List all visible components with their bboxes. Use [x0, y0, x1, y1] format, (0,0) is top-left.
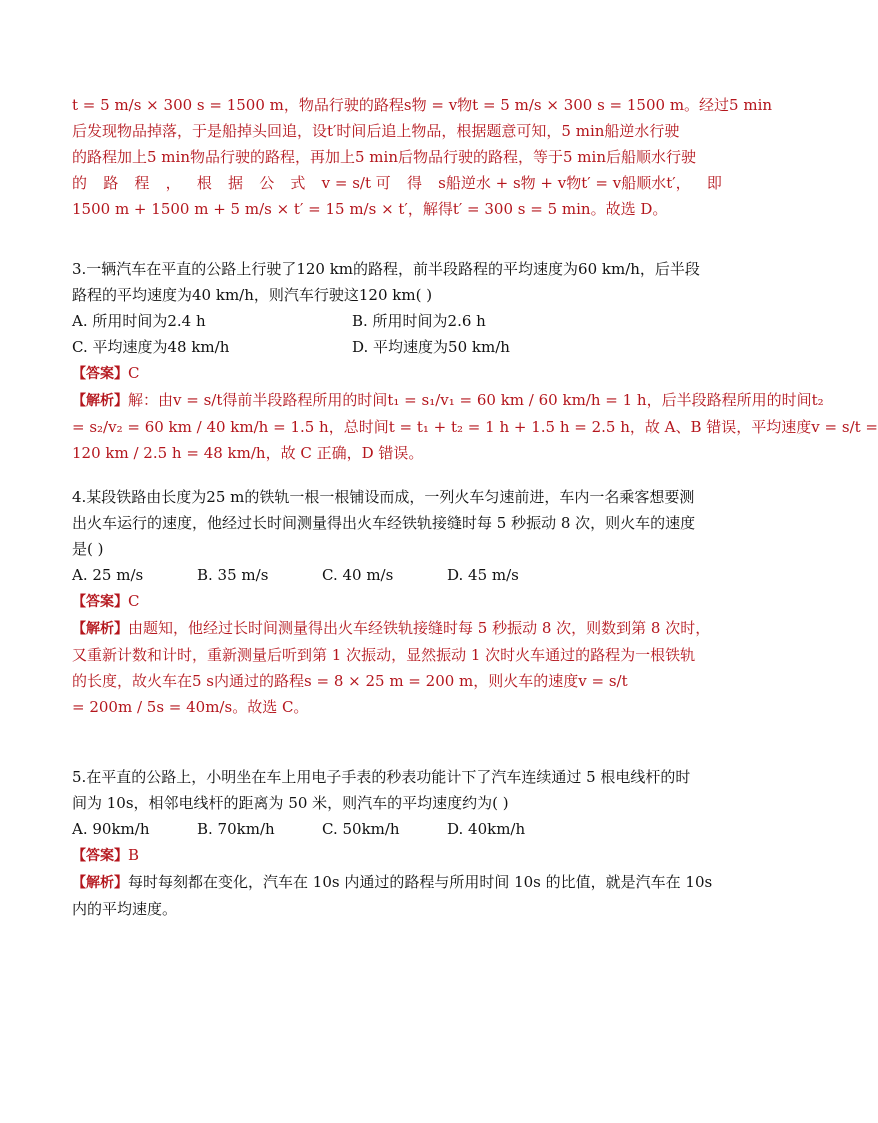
q5-options-row: [72, 816, 722, 842]
q4-answer-value: C: [128, 592, 140, 610]
q2-l4-w5: 据: [228, 174, 244, 192]
q5-option-b: B. 70km/h: [197, 820, 275, 838]
q3-option-a: A. 所用时间为2.4 h: [72, 312, 206, 330]
q2-l4-w10: s船逆水 + s物 + v物t′ = v船顺水t′，: [438, 174, 691, 192]
q4-analysis-line-1: [72, 615, 722, 642]
q3-answer: [72, 360, 722, 387]
q3-analysis-line-2: = s₂/v₂ = 60 km / 40 km/h = 1.5 h，总时间t = t₁ + t₂ = 1 h + 1.5 h = 2.5 h，故 A、B 错误，平均速度v = s/t =: [72, 418, 878, 436]
question-4: [72, 484, 722, 720]
q3-option-b: B. 所用时间为2.6 h: [352, 312, 486, 330]
q5-stem-line-1: 5.在平直的公路上，小明坐在车上用电子手表的秒表功能计下了汽车连续通过 5 根电线杆的时: [72, 768, 691, 786]
q4-analysis-text-1: 由题知，他经过长时间测量得出火车经铁轨接缝时每 5 秒振动 8 次，则数到第 8 次时，: [128, 619, 711, 637]
answer-tag: 【答案】: [72, 366, 128, 382]
q3-option-d: D. 平均速度为50 km/h: [352, 338, 510, 356]
q2-solution-line-5: 1500 m + 1500 m + 5 m/s × t′ = 15 m/s × t′，解得t′ = 300 s = 5 min。故选 D。: [72, 200, 668, 218]
q3-analysis-line-3: 120 km / 2.5 h = 48 km/h，故 C 正确，D 错误。: [72, 444, 424, 462]
q3-analysis-text-1: 解：由v = s/t得前半段路程所用的时间t₁ = s₁/v₁ = 60 km / 60 km/h = 1 h，后半段路程所用的时间t₂: [128, 391, 824, 409]
q4-analysis-line-3: 的长度，故火车在5 s内通过的路程s = 8 × 25 m = 200 m，则火车的速度v = s/t: [72, 672, 628, 690]
q5-answer: [72, 842, 722, 869]
q4-option-a: A. 25 m/s: [72, 566, 144, 584]
q4-option-c: C. 40 m/s: [322, 566, 394, 584]
q5-option-d: D. 40km/h: [447, 820, 526, 838]
q2-l4-w4: 根: [196, 174, 212, 192]
q5-answer-value: B: [128, 846, 140, 864]
q4-stem-line-1: 4.某段铁路由长度为25 m的铁轨一根一根铺设而成，一列火车匀速前进，车内一名乘客想要测: [72, 488, 695, 506]
question-3: [72, 256, 878, 466]
q5-option-a: A. 90km/h: [72, 820, 150, 838]
q2-l4-w1: 路: [103, 174, 119, 192]
analysis-tag: 【解析】: [72, 875, 128, 891]
q4-options-row: [72, 562, 722, 588]
q4-analysis-line-2: 又重新计数和计时，重新测量后听到第 1 次振动，显然振动 1 次时火车通过的路程为一根铁轨: [72, 646, 696, 664]
question-5: [72, 764, 722, 922]
q2-solution-line-4: [72, 170, 722, 196]
q2-solution: [72, 92, 773, 222]
q3-options-row-2: [72, 334, 722, 360]
q3-stem-line-1: 3.一辆汽车在平直的公路上行驶了120 km的路程，前半段路程的平均速度为60 km/h，后半段: [72, 260, 700, 278]
q2-l4-w0: 的: [72, 174, 88, 192]
q5-analysis-line-1: [72, 869, 722, 896]
q3-options-row-1: [72, 308, 722, 334]
q5-analysis-line-2: 内的平均速度。: [72, 900, 178, 918]
q5-option-c: C. 50km/h: [322, 820, 400, 838]
q3-answer-value: C: [128, 364, 140, 382]
q3-option-c: C. 平均速度为48 km/h: [72, 338, 230, 356]
q4-option-d: D. 45 m/s: [447, 566, 519, 584]
q4-stem-line-2: 出火车运行的速度，他经过长时间测量得出火车经铁轨接缝时每 5 秒振动 8 次，则火车的速度: [72, 514, 696, 532]
q5-analysis-text-1: 每时每刻都在变化，汽车在 10s 内通过的路程与所用时间 10s 的比值，就是汽车在 10s: [128, 873, 713, 891]
q2-l4-w11: 即: [706, 174, 722, 192]
document-page: [72, 92, 878, 922]
q3-stem-line-2: 路程的平均速度为40 km/h，则汽车行驶这120 km( ): [72, 286, 433, 304]
q2-l4-w8: v = s/t 可: [321, 174, 391, 192]
q2-l4-w9: 得: [406, 174, 422, 192]
q4-stem-line-3: 是( ): [72, 540, 104, 558]
analysis-tag: 【解析】: [72, 621, 128, 637]
q2-l4-w2: 程: [134, 174, 150, 192]
q2-l4-w6: 公: [259, 174, 275, 192]
q2-solution-line-3: 的路程加上5 min物品行驶的路程，再加上5 min后物品行驶的路程，等于5 min后船顺水行驶: [72, 148, 696, 166]
q4-answer: [72, 588, 722, 615]
q4-analysis-line-4: = 200m / 5s = 40m/s。故选 C。: [72, 698, 309, 716]
q2-l4-w3: ，: [165, 174, 181, 192]
q5-stem-line-2: 间为 10s，相邻电线杆的距离为 50 米，则汽车的平均速度约为( ): [72, 794, 509, 812]
answer-tag: 【答案】: [72, 594, 128, 610]
answer-tag: 【答案】: [72, 848, 128, 864]
analysis-tag: 【解析】: [72, 393, 128, 409]
q2-l4-w7: 式: [290, 174, 306, 192]
q4-option-b: B. 35 m/s: [197, 566, 269, 584]
q2-solution-line-1: t = 5 m/s × 300 s = 1500 m，物品行驶的路程s物 = v物t = 5 m/s × 300 s = 1500 m。经过5 min: [72, 96, 773, 114]
q2-solution-line-2: 后发现物品掉落，于是船掉头回追，设t′时间后追上物品，根据题意可知，5 min船逆水行驶: [72, 122, 680, 140]
q3-analysis-line-1: [72, 387, 824, 414]
